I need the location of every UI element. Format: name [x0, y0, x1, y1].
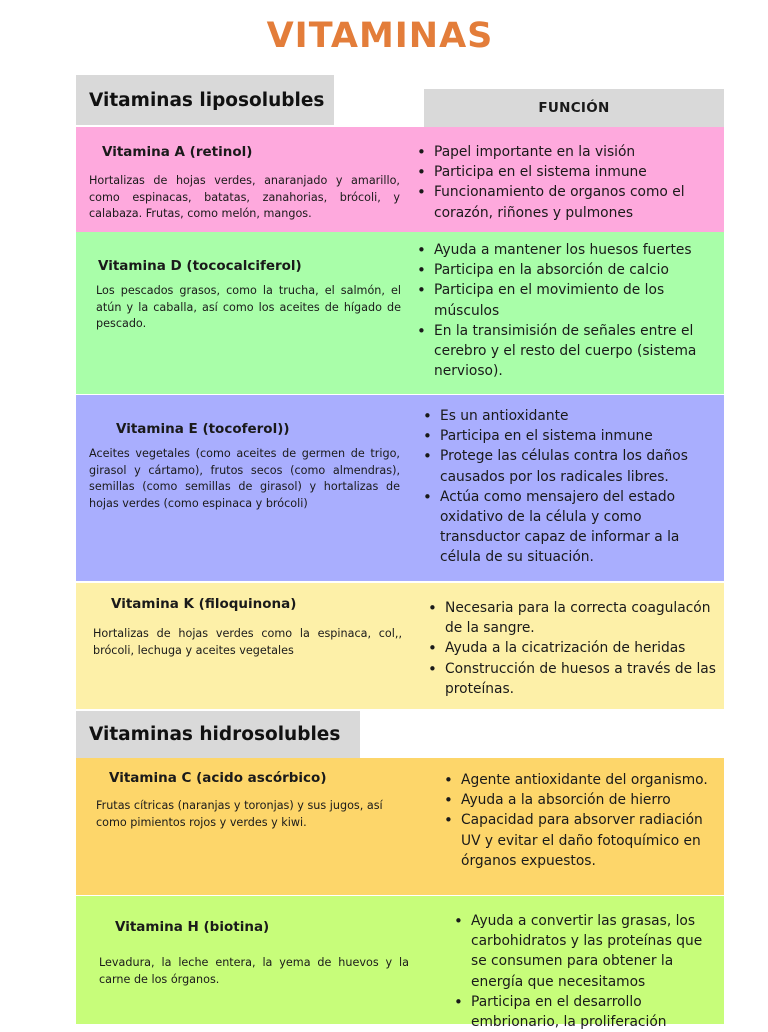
function-list	[423, 406, 717, 568]
function-item: • Participa en el sistema inmune	[423, 426, 717, 446]
function-list	[417, 142, 717, 223]
section-heading-hidrosolubles: Vitaminas hidrosolubles	[76, 711, 360, 758]
vitamin-row-d	[76, 232, 724, 394]
function-item: • Ayuda a la cicatrización de heridas	[428, 638, 723, 658]
function-item: • En la transimisión de señales entre el cerebro y el resto del cuerpo (sistema nervioso).	[417, 321, 717, 382]
function-item: • Participa en el movimiento de los músculos	[417, 280, 717, 320]
vitamin-name: Vitamina E (tocoferol))	[116, 421, 290, 437]
function-item: • Necesaria para la correcta coagulacón de la sangre.	[428, 598, 723, 638]
function-item: • Agente antioxidante del organismo.	[444, 770, 722, 790]
section-heading-liposolubles: Vitaminas liposolubles	[76, 75, 334, 125]
vitamin-description: Levadura, la leche entera, la yema de huevos y la carne de los órganos.	[99, 956, 409, 986]
function-item: • Capacidad para absorver radiación UV y evitar el daño fotoquímico en órganos expuestos.	[444, 810, 722, 871]
vitamin-name: Vitamina D (tococalciferol)	[98, 258, 302, 274]
vitamin-description: Los pescados grasos, como la trucha, el salmón, el atún y la caballa, así como los aceites de hígado de pescado.	[96, 284, 401, 330]
vitamin-name: Vitamina H (biotina)	[115, 919, 270, 935]
vitamin-description: Frutas cítricas (naranjas y toronjas) y sus jugos, así como pimientos rojos y verdes y kiwi.	[96, 799, 383, 829]
vitamin-name: Vitamina C (acido ascórbico)	[109, 770, 327, 786]
vitamin-row-k	[76, 583, 724, 709]
vitamin-row-c	[76, 758, 724, 895]
function-item: • Ayuda a mantener los huesos fuertes	[417, 240, 717, 260]
function-item: • Ayuda a la absorción de hierro	[444, 790, 722, 810]
function-item: • Papel importante en la visión	[417, 142, 717, 162]
function-item: • Es un antioxidante	[423, 406, 717, 426]
vitamin-description: Hortalizas de hojas verdes, anaranjado y amarillo, como espinacas, batatas, zanahorias, brócoli, y calabaza. Frutas, como melón, mangos.	[89, 174, 400, 220]
funcion-heading: FUNCIÓN	[424, 89, 724, 127]
function-list	[428, 598, 723, 699]
function-item: • Participa en el sistema inmune	[417, 162, 717, 182]
vitamin-row-e	[76, 395, 724, 581]
function-item: • Construcción de huesos a través de las proteínas.	[428, 659, 723, 699]
function-list	[417, 240, 717, 381]
vitamin-row-h	[76, 896, 724, 1031]
vitamin-description: Hortalizas de hojas verdes como la espinaca, col,, brócoli, lechuga y aceites vegetales	[93, 627, 402, 657]
function-item: • Funcionamiento de organos como el corazón, riñones y pulmones	[417, 182, 717, 222]
function-item: • Protege las células contra los daños causados por los radicales libres.	[423, 446, 717, 486]
page-title: VITAMINAS	[266, 16, 494, 56]
function-item: • Ayuda a convertir las grasas, los carbohidratos y las proteínas que se consumen para obtener la energía que necesitamos	[454, 911, 720, 992]
function-list	[454, 911, 720, 1032]
function-item: • Participa en el desarrollo embrionario, la proliferación	[454, 992, 720, 1032]
vitamin-row-a	[76, 127, 724, 232]
function-item: • Actúa como mensajero del estado oxidativo de la célula y como transductor capaz de informar a la célula de su situación.	[423, 487, 717, 568]
vitamin-description: Aceites vegetales (como aceites de germen de trigo, girasol y cártamo), frutos secos (como almendras), semillas (como semillas de girasol) y hortalizas de hojas verdes (como espinaca y brócoli)	[89, 447, 400, 510]
function-item: • Participa en la absorción de calcio	[417, 260, 717, 280]
vitamin-name: Vitamina K (filoquinona)	[111, 596, 297, 612]
vitamin-name: Vitamina A (retinol)	[102, 144, 253, 160]
function-list	[444, 770, 722, 871]
